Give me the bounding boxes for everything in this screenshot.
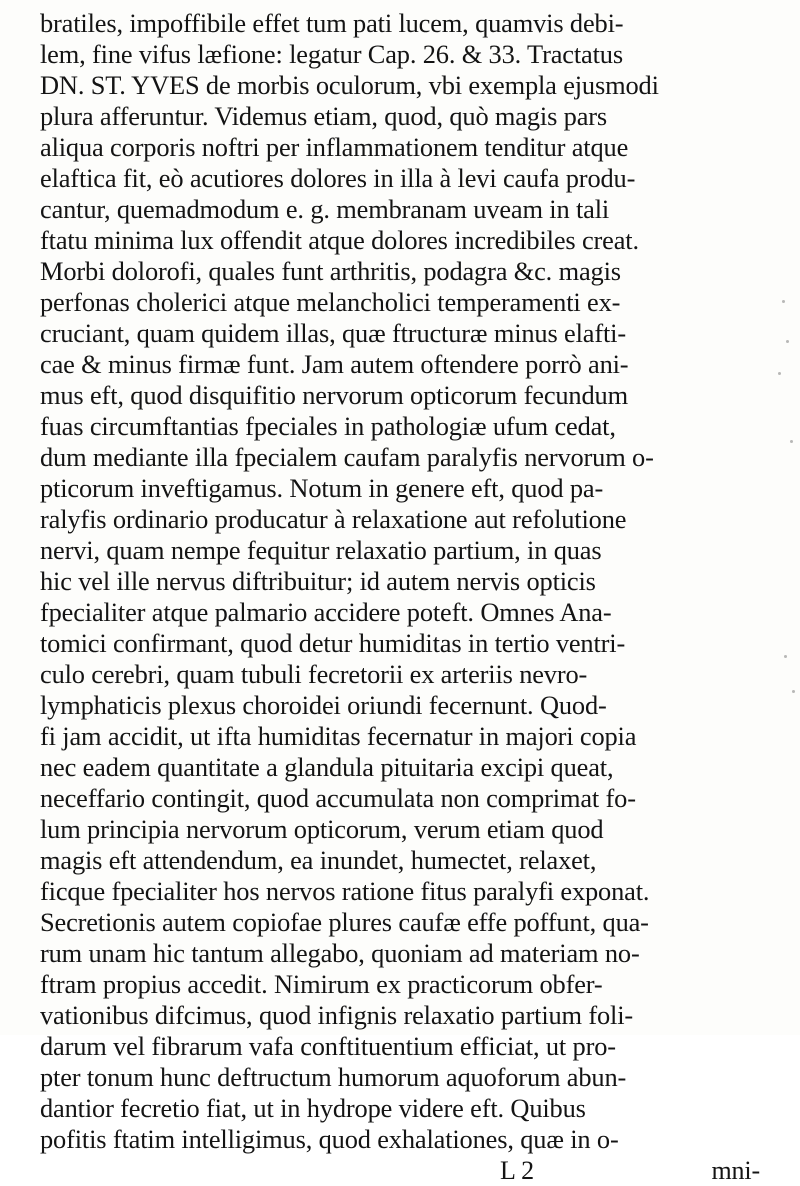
text-line: nervi, quam nempe fequitur relaxatio partium, in quas bbox=[40, 535, 602, 565]
text-line: magis eft attendendum, ea inundet, humectet, relaxet, bbox=[40, 845, 597, 875]
text-line: lum principia nervorum opticorum, verum etiam quod bbox=[40, 814, 604, 844]
margin-speck bbox=[778, 372, 781, 375]
text-line: pter tonum hunc deftructum humorum aquoforum abun- bbox=[40, 1062, 627, 1092]
text-line: bratiles, impoffibile effet tum pati lucem, quamvis debi- bbox=[40, 8, 624, 38]
text-line: perfonas cholerici atque melancholici temperamenti ex- bbox=[40, 287, 621, 317]
text-line: nec eadem quantitate a glandula pituitaria excipi queat, bbox=[40, 752, 614, 782]
text-line: ficque fpecialiter hos nervos ratione fitus paralyfi exponat. bbox=[40, 876, 650, 906]
catchword: mni- bbox=[711, 1156, 760, 1185]
text-line: tomici confirmant, quod detur humiditas in tertio ventri- bbox=[40, 628, 626, 658]
text-line: mus eft, quod disquifitio nervorum opticorum fecundum bbox=[40, 380, 628, 410]
footer-line bbox=[40, 1155, 760, 1186]
text-line: DN. ST. YVES de morbis oculorum, vbi exempla ejusmodi bbox=[40, 70, 659, 100]
text-line: rum unam hic tantum allegabo, quoniam ad materiam no- bbox=[40, 938, 640, 968]
text-line: culo cerebri, quam tubuli fecretorii ex arteriis nevro- bbox=[40, 659, 588, 689]
text-line: fpecialiter atque palmario accidere poteft. Omnes Ana- bbox=[40, 597, 612, 627]
margin-speck bbox=[784, 655, 787, 658]
text-line: cruciant, quam quidem illas, quæ ftructuræ minus elafti- bbox=[40, 318, 626, 348]
text-line: fuas circumftantias fpeciales in pathologiæ ufum cedat, bbox=[40, 411, 616, 441]
text-line: vationibus difcimus, quod infignis relaxatio partium foli- bbox=[40, 1000, 634, 1030]
text-line: pticorum inveftigamus. Notum in genere eft, quod pa- bbox=[40, 473, 604, 503]
margin-speck bbox=[792, 690, 795, 693]
text-line: dantior fecretio fiat, ut in hydrope videre eft. Quibus bbox=[40, 1093, 586, 1123]
margin-speck bbox=[790, 440, 793, 443]
text-line: neceffario contingit, quod accumulata non comprimat fo- bbox=[40, 783, 636, 813]
text-line: darum vel fibrarum vafa conftituentium efficiat, ut pro- bbox=[40, 1031, 616, 1061]
text-line: aliqua corporis noftri per inflammationem tenditur atque bbox=[40, 132, 629, 162]
signature-mark: L 2 bbox=[500, 1156, 534, 1185]
margin-speck bbox=[786, 340, 789, 343]
text-line: elaftica fit, eò acutiores dolores in illa à levi caufa produ- bbox=[40, 163, 636, 193]
text-line: fi jam accidit, ut ifta humiditas fecernatur in majori copia bbox=[40, 721, 637, 751]
text-line: plura afferuntur. Videmus etiam, quod, quò magis pars bbox=[40, 101, 608, 131]
text-line: ftatu minima lux offendit atque dolores incredibiles creat. bbox=[40, 225, 639, 255]
body-text bbox=[40, 8, 760, 1186]
text-line: cae & minus firmæ funt. Jam autem oftendere porrò ani- bbox=[40, 349, 629, 379]
text-line: cantur, quemadmodum e. g. membranam uveam in tali bbox=[40, 194, 610, 224]
text-line: lymphaticis plexus choroidei oriundi fecernunt. Quod- bbox=[40, 690, 607, 720]
text-line: dum mediante illa fpecialem caufam paralyfis nervorum o- bbox=[40, 442, 654, 472]
text-line: Secretionis autem copiofae plures caufæ effe poffunt, qua- bbox=[40, 907, 649, 937]
text-line: ralyfis ordinario producatur à relaxatione aut refolutione bbox=[40, 504, 627, 534]
margin-speck bbox=[782, 300, 785, 303]
text-line: Morbi dolorofi, quales funt arthritis, podagra &c. magis bbox=[40, 256, 621, 286]
text-line: pofitis ftatim intelligimus, quod exhalationes, quæ in o- bbox=[40, 1124, 619, 1154]
text-line: lem, fine vifus læfione: legatur Cap. 26. & 33. Tractatus bbox=[40, 39, 623, 69]
text-line: ftram propius accedit. Nimirum ex practicorum obfer- bbox=[40, 969, 603, 999]
text-line: hic vel ille nervus diftribuitur; id autem nervis opticis bbox=[40, 566, 596, 596]
